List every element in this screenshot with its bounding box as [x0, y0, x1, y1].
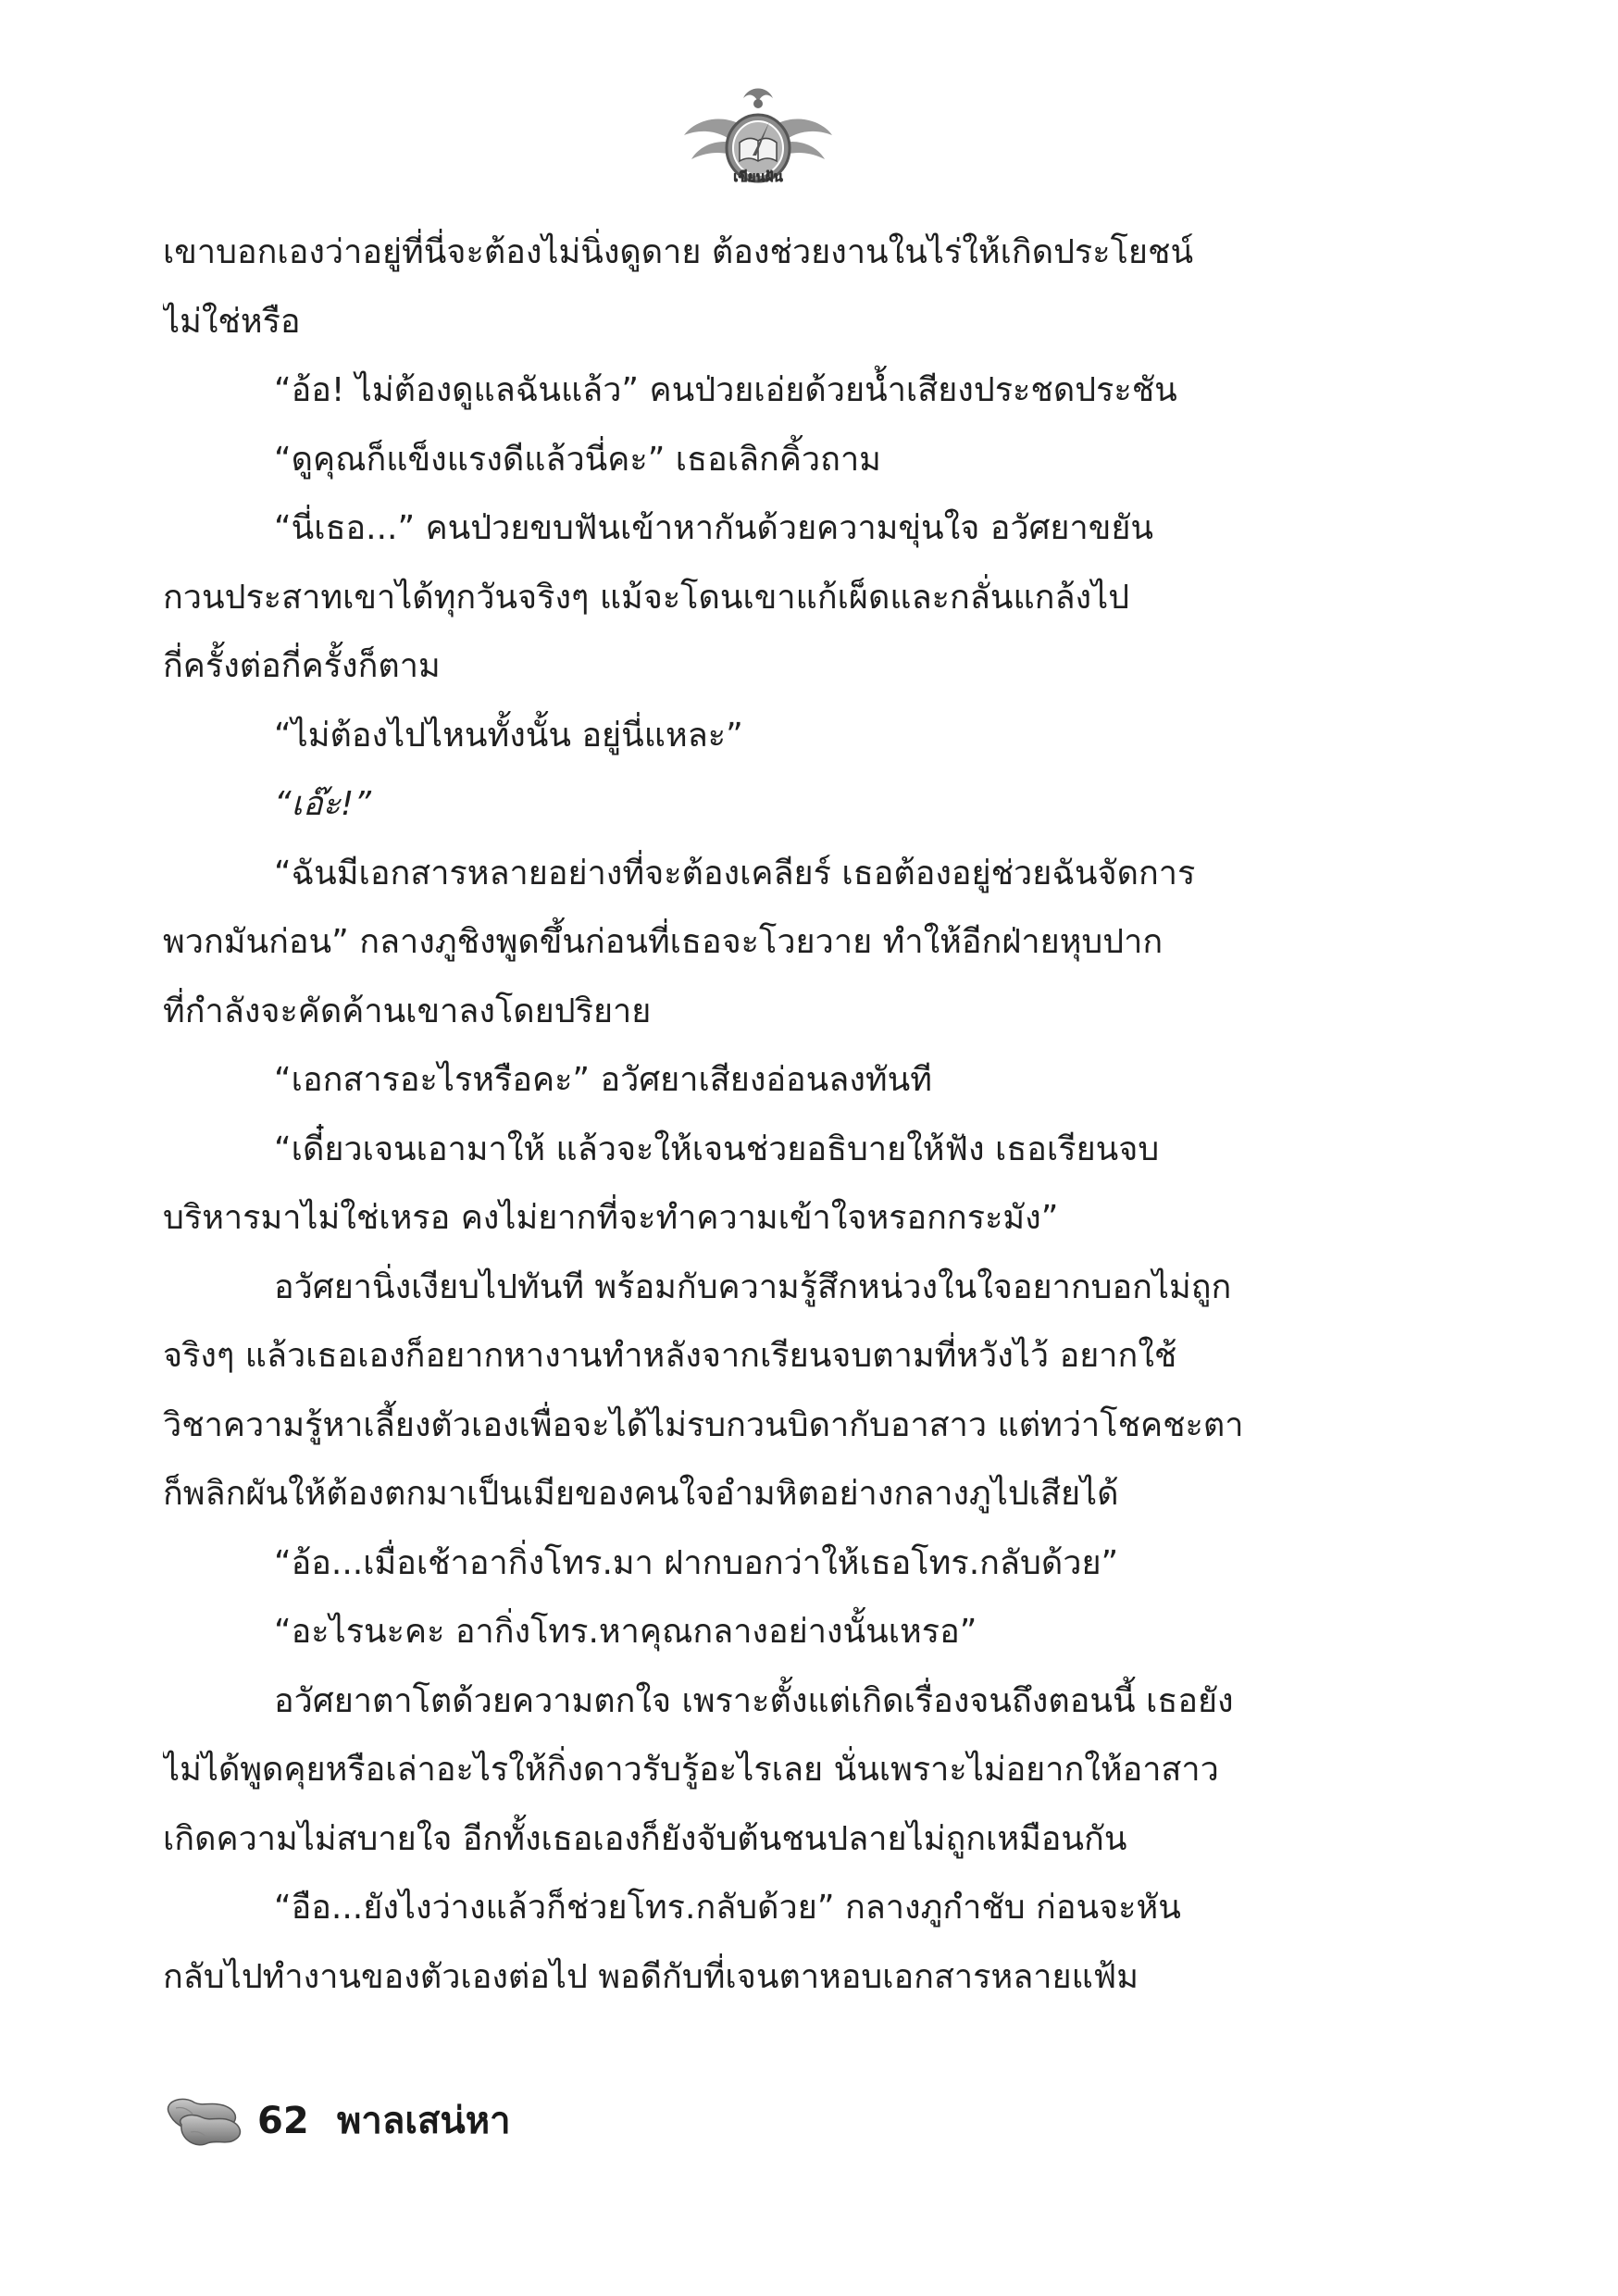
text-line: ไม่ใช่หรือ	[163, 302, 301, 341]
text-line: “เดี๋ยวเจนเอามาให้ แล้วจะให้เจนช่วยอธิบายให้ฟัง เธอเรียนจบ	[274, 1129, 1160, 1168]
text-line: “อ้อ...เมื่อเช้าอากิ่งโทร.มา ฝากบอกว่าให้เธอโทร.กลับด้วย”	[274, 1543, 1119, 1582]
text-line: จริงๆ แล้วเธอเองก็อยากหางานทำหลังจากเรียนจบตามที่หวังไว้ อยากใช้	[163, 1337, 1177, 1375]
text-line: “ไม่ต้องไปไหนทั้งนั้น อยู่นี่แหละ”	[274, 716, 743, 755]
text-line: กี่ครั้งต่อกี่ครั้งก็ตาม	[163, 647, 441, 685]
text-line: พวกมันก่อน” กลางภูชิงพูดขึ้นก่อนที่เธอจะโวยวาย ทำให้อีกฝ่ายหุบปาก	[163, 923, 1164, 961]
text-line: วิชาความรู้หาเลี้ยงตัวเองเพื่อจะได้ไม่รบกวนบิดากับอาสาว แต่ทว่าโชคชะตา	[163, 1405, 1244, 1444]
text-line: “อ้อ! ไม่ต้องดูแลฉันแล้ว” คนป่วยเอ่ยด้วยน้ำเสียงประชดประชัน	[274, 371, 1177, 409]
text-line: บริหารมาไม่ใช่เหรอ คงไม่ยากที่จะทำความเข้าใจหรอกกระมัง”	[163, 1199, 1059, 1237]
page-number: 62	[257, 2100, 309, 2142]
text-line: “นี่เธอ...” คนป่วยขบฟันเข้าหากันด้วยความขุ่นใจ อวัศยาขยัน	[274, 509, 1154, 547]
publisher-logo-text: เขียนฝัน	[733, 168, 783, 185]
text-line: อวัศยาตาโตด้วยความตกใจ เพราะตั้งแต่เกิดเรื่องจนถึงตอนนี้ เธอยัง	[274, 1681, 1234, 1720]
text-line: ก็พลิกผันให้ต้องตกมาเป็นเมียของคนใจอำมหิตอย่างกลางภูไปเสียได้	[163, 1475, 1119, 1513]
peanut-icon	[163, 2093, 248, 2149]
text-line: “ฉันมีเอกสารหลายอย่างที่จะต้องเคลียร์ เธอต้องอยู่ช่วยฉันจัดการ	[274, 854, 1196, 892]
text-line: อวัศยานิ่งเงียบไปทันที พร้อมกับความรู้สึกหน่วงในใจอยากบอกไม่ถูก	[274, 1267, 1232, 1306]
text-line: กลับไปทำงานของตัวเองต่อไป พอดีกับที่เจนตาหอบเอกสารหลายแฟ้ม	[163, 1957, 1139, 1996]
text-line: เขาบอกเองว่าอยู่ที่นี่จะต้องไม่นิ่งดูดาย ต้องช่วยงานในไร่ให้เกิดประโยชน์	[163, 233, 1194, 271]
text-line: ไม่ได้พูดคุยหรือเล่าอะไรให้กิ่งดาวรับรู้อะไรเลย นั่นเพราะไม่อยากให้อาสาว	[163, 1751, 1219, 1789]
text-line: “เอกสารอะไรหรือคะ” อวัศยาเสียงอ่อนลงทันที	[274, 1061, 932, 1099]
book-title: พาลเสน่หา	[337, 2100, 511, 2142]
text-line: ที่กำลังจะคัดค้านเขาลงโดยปริยาย	[163, 992, 652, 1030]
text-line: “ดูคุณก็แข็งแรงดีแล้วนี่คะ” เธอเลิกคิ้วถาม	[274, 440, 881, 479]
text-line: กวนประสาทเขาได้ทุกวันจริงๆ แม้จะโดนเขาแก้เผ็ดและกลั่นแกล้งไป	[163, 578, 1130, 617]
publisher-crest-icon	[678, 81, 838, 193]
text-line: “อือ...ยังไงว่างแล้วก็ช่วยโทร.กลับด้วย” กลางภูกำชับ ก่อนจะหัน	[274, 1889, 1181, 1927]
text-line: “เอ๊ะ!”	[274, 785, 371, 823]
text-line: “อะไรนะคะ อากิ่งโทร.หาคุณกลางอย่างนั้นเหรอ”	[274, 1613, 977, 1651]
text-line: เกิดความไม่สบายใจ อีกทั้งเธอเองก็ยังจับต้นชนปลายไม่ถูกเหมือนกัน	[163, 1819, 1127, 1858]
page-footer	[163, 2088, 718, 2162]
body-text	[163, 218, 1357, 2012]
